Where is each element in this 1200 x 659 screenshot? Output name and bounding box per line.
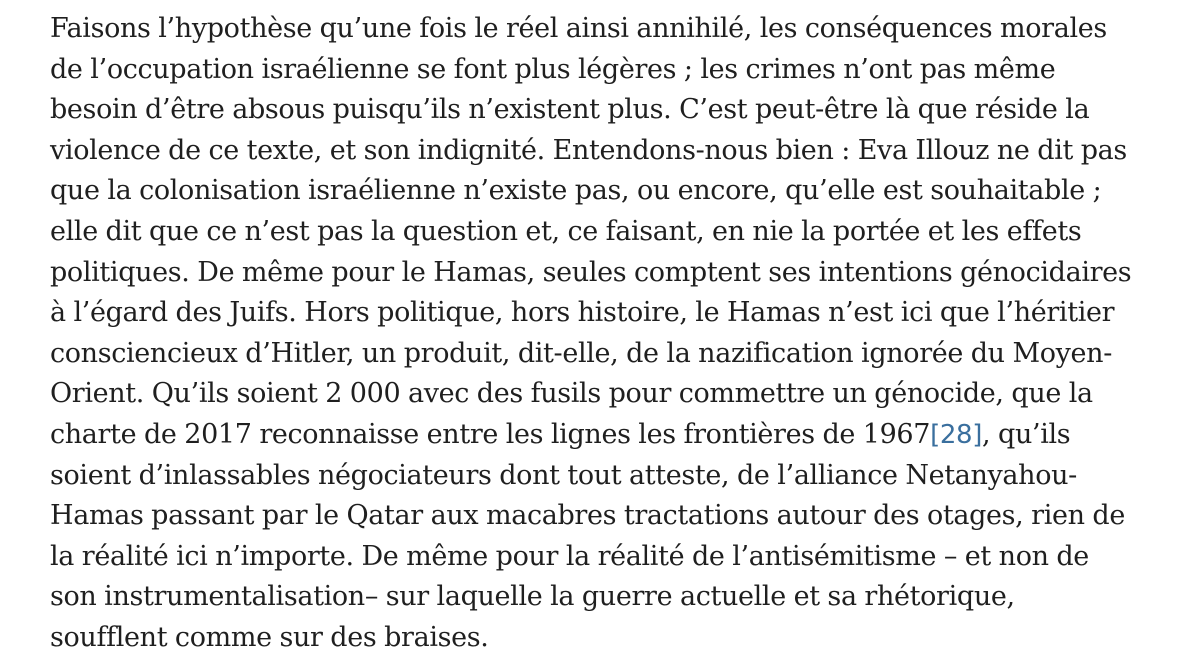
paragraph-line-2: de l’occupation israélienne se font plus légères ; les crimes n’ont pas même: [50, 53, 1056, 85]
paragraph-line-12: soient d’inlassables négociateurs dont tout atteste, de l’alliance Netanyahou-: [50, 459, 1077, 491]
paragraph-line-5: que la colonisation israélienne n’existe pas, ou encore, qu’elle est souhaitable ;: [50, 175, 1102, 207]
paragraph-line-1: Faisons l’hypothèse qu’une fois le réel ainsi annihilé, les conséquences morales: [50, 13, 1107, 44]
paragraph-line-13: Hamas passant par le Qatar aux macabres tractations autour des otages, rien de: [50, 500, 1125, 532]
paragraph-line-3: besoin d’être absous puisqu’ils n’existent plus. C’est peut-être là que réside la: [50, 94, 1090, 126]
paragraph-line-6: elle dit que ce n’est pas la question et, ce faisant, en nie la portée et les effets: [50, 215, 1082, 247]
paragraph-line-7: politiques. De même pour le Hamas, seules comptent ses intentions génocidaires: [50, 256, 1132, 288]
footnote-28-link[interactable]: [28]: [930, 419, 983, 450]
paragraph-line-16: soufflent comme sur des braises.: [50, 621, 489, 653]
paragraph-line-14: la réalité ici n’importe. De même pour la réalité de l’antisémitisme – et non de: [50, 540, 1089, 572]
paragraph-line-10: Orient. Qu’ils soient 2 000 avec des fusils pour commettre un génocide, que la: [50, 378, 1093, 410]
footnote-line-text-before: charte de 2017 reconnaisse entre les lignes les frontières de 1967: [50, 418, 931, 450]
paragraph-line-15: son instrumentalisation– sur laquelle la guerre actuelle et sa rhétorique,: [50, 581, 1015, 613]
paragraph-line-8: à l’égard des Juifs. Hors politique, hors histoire, le Hamas n’est ici que l’héritier: [50, 297, 1115, 329]
article-paragraph: [50, 9, 1131, 659]
paragraph-line-11: [50, 415, 1131, 456]
paragraph-line-4: violence de ce texte, et son indignité. Entendons-nous bien : Eva Illouz ne dit pas: [50, 134, 1127, 166]
paragraph-line-9: consciencieux d’Hitler, un produit, dit-elle, de la nazification ignorée du Moyen-: [50, 337, 1112, 369]
footnote-line-text-after: , qu’ils: [982, 418, 1071, 450]
